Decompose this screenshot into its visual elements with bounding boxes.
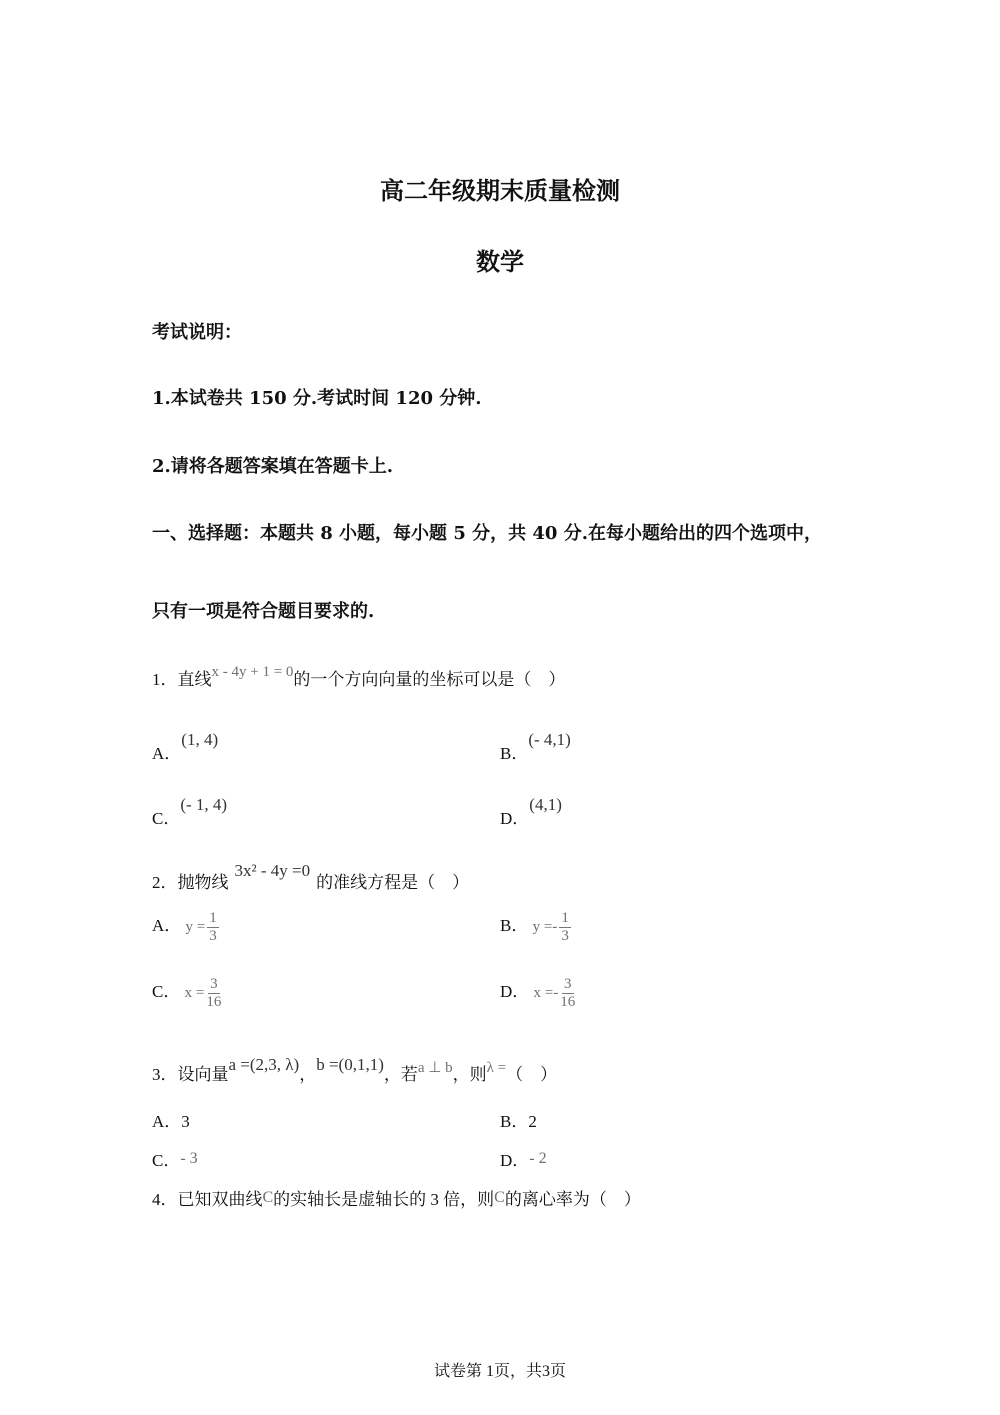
option-label: C． <box>152 1151 181 1170</box>
denominator: 16 <box>560 994 576 1010</box>
option-label: A． <box>152 916 182 935</box>
option-label: C． <box>152 809 181 828</box>
option-lhs: y =- <box>532 919 558 935</box>
question-2 <box>152 861 469 893</box>
option-value: 3 <box>181 1112 190 1131</box>
numerator: 1 <box>209 910 217 926</box>
option-value: - 3 <box>180 1150 198 1167</box>
question-2-suffix: 的准线方程是（ ） <box>316 873 470 892</box>
q1-option-d <box>500 795 562 829</box>
fraction <box>560 976 575 1011</box>
option-label: D． <box>500 982 530 1001</box>
option-value: (- 1, 4) <box>180 795 228 814</box>
q3-option-c <box>152 1146 198 1171</box>
question-3 <box>152 1055 557 1085</box>
option-value: (- 4,1) <box>528 730 571 749</box>
question-4 <box>152 1185 641 1210</box>
denominator: 3 <box>561 928 569 944</box>
question-4-mid: 的实轴长是虚轴长的 3 倍，则 <box>273 1190 495 1209</box>
comma: ， <box>299 1065 317 1084</box>
q1-option-a <box>152 730 218 764</box>
vector-b: b =(0,1,1) <box>316 1055 384 1074</box>
section1-line1: 一、选择题：本题共 8 小题，每小题 5 分，共 40 分.在每小题给出的四个选项中， <box>152 523 822 544</box>
q1-option-b <box>500 730 571 764</box>
question-2-equation: 3x² - 4y =0 <box>234 861 311 880</box>
section1-line2: 只有一项是符合题目要求的. <box>152 601 375 622</box>
option-value: (1, 4) <box>181 730 219 749</box>
perpendicular-condition: a ⊥ b <box>417 1060 453 1076</box>
question-1-prefix: 1．直线 <box>152 670 212 689</box>
option-lhs: y = <box>185 919 206 935</box>
q2-option-b <box>500 910 571 945</box>
question-2-prefix: 2．抛物线 <box>152 873 229 892</box>
question-1-suffix: 的一个方向向量的坐标可以是（ ） <box>293 670 566 689</box>
hyperbola-c: C <box>262 1189 274 1206</box>
lambda-expression: λ = <box>486 1060 507 1076</box>
instructions-heading: 考试说明： <box>152 322 242 343</box>
q1-option-c <box>152 795 227 829</box>
instruction-item-1: 1.本试卷共 150 分.考试时间 120 分钟. <box>152 388 482 409</box>
question-3-if: ，若 <box>383 1065 418 1084</box>
q3-option-d <box>500 1146 547 1171</box>
option-value: - 2 <box>529 1150 547 1167</box>
question-1 <box>152 664 565 690</box>
option-lhs: x =- <box>533 985 559 1001</box>
numerator: 1 <box>561 910 569 926</box>
question-4-prefix: 4．已知双曲线 <box>152 1190 263 1209</box>
numerator: 3 <box>564 976 572 992</box>
option-label: C． <box>152 982 181 1001</box>
q2-option-d <box>500 976 575 1011</box>
question-3-then: ，则 <box>452 1065 487 1084</box>
numerator: 3 <box>210 976 218 992</box>
question-3-suffix: （ ） <box>506 1065 558 1084</box>
option-lhs: x = <box>184 985 205 1001</box>
option-value: (4,1) <box>529 795 562 814</box>
option-label: B． <box>500 744 529 763</box>
q3-option-b <box>500 1107 537 1132</box>
option-label: D． <box>500 1151 530 1170</box>
vector-a: a =(2,3, λ) <box>228 1055 300 1074</box>
option-label: A． <box>152 744 182 763</box>
option-label: A． <box>152 1112 182 1131</box>
denominator: 16 <box>206 994 222 1010</box>
question-4-suffix: 的离心率为（ ） <box>504 1190 641 1209</box>
option-value: 2 <box>528 1112 537 1131</box>
denominator: 3 <box>209 928 217 944</box>
fraction <box>207 910 219 945</box>
option-label: D． <box>500 809 530 828</box>
q3-option-a <box>152 1107 190 1132</box>
question-3-prefix: 3．设向量 <box>152 1065 229 1084</box>
hyperbola-c: C <box>494 1189 505 1206</box>
option-label: B． <box>500 916 529 935</box>
q2-option-a <box>152 910 219 945</box>
page-footer: 试卷第 1页，共3页 <box>433 1363 566 1380</box>
exam-title: 高二年级期末质量检测 <box>380 177 620 205</box>
subject-title: 数学 <box>476 248 524 276</box>
q2-option-c <box>152 976 221 1011</box>
question-1-equation: x - 4y + 1 = 0 <box>211 664 294 680</box>
instruction-item-2: 2.请将各题答案填在答题卡上. <box>152 456 394 477</box>
option-label: B． <box>500 1112 529 1131</box>
fraction <box>559 910 571 945</box>
fraction <box>206 976 221 1011</box>
